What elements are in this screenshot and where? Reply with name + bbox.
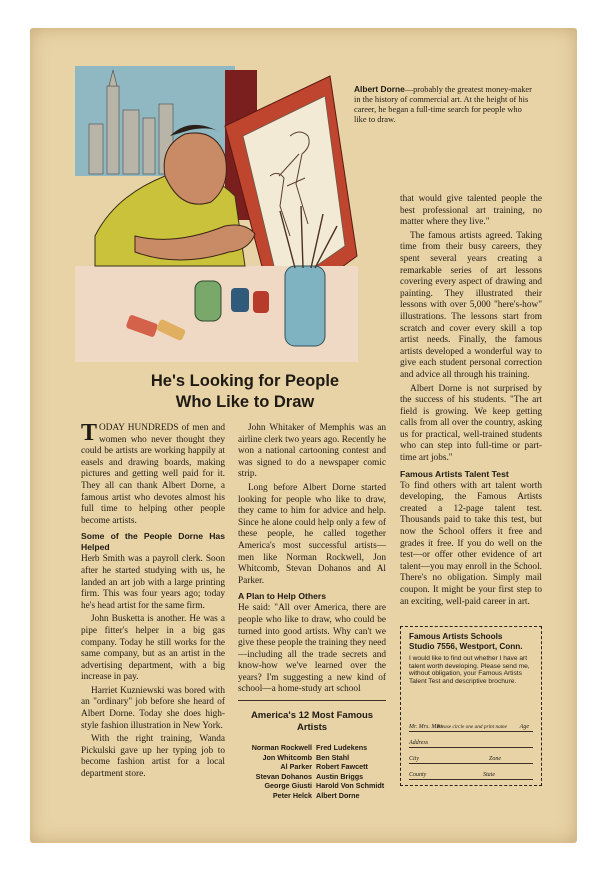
- paragraph: John Busketta is another. He was a pipe fitter's helper in a big gas company. Today he still works for the same company, but as an artist in the advertising department, with a big increase in pay.: [81, 614, 225, 683]
- artist-row: [238, 762, 386, 772]
- paragraph: Long before Albert Dorne started looking for people who like to draw, they came to him for advice and help. Since he alone could help only a few of these people, he called together America's most successful artists—men like Norman Rockwell, Jon Whitcomb, Stevan Dohanos and Al Parker.: [238, 482, 386, 586]
- address-field[interactable]: [409, 739, 533, 748]
- artist-name: Albert Dorne: [316, 790, 360, 800]
- artist-name: Jon Whitcomb: [262, 752, 312, 762]
- photo-caption: [354, 84, 532, 125]
- coupon-title: [409, 632, 541, 652]
- county-state-field[interactable]: [409, 771, 533, 780]
- paragraph: Albert Dorne is not surprised by the success of his students. "The art field is growing. We keep getting calls from all over the country, asking us for practical, well-trained students who can step into full-time or part-time art jobs.": [400, 383, 542, 464]
- address-label: Address: [409, 740, 429, 746]
- artist-name: Austin Briggs: [316, 771, 364, 781]
- artist-name: Peter Helck: [272, 790, 312, 800]
- article-column-2: [238, 423, 386, 698]
- artist-name: George Giusti: [264, 781, 312, 790]
- mail-coupon[interactable]: [400, 626, 542, 786]
- paragraph: John Whitaker of Memphis was an airline clerk two years ago. Recently he won a national cartooning contest and was signed to do a newspaper comic strip.: [238, 423, 386, 480]
- artist-row: [238, 781, 386, 791]
- artist-row: [238, 743, 386, 753]
- name-label: Mr. Mrs. Miss: [409, 724, 443, 730]
- artists-list-title: America's 12 Most Famous Artists: [250, 710, 374, 733]
- city-zone-field[interactable]: [409, 755, 533, 764]
- artist-name: Al Parker: [280, 762, 312, 771]
- zone-label: Zone: [489, 756, 501, 762]
- headline: [75, 371, 415, 413]
- intro-smallcaps: ODAY HUNDREDS: [99, 423, 179, 433]
- subhead-plan: A Plan to Help Others: [238, 591, 327, 602]
- paragraph: Harriet Kuzniewski was bored with an "ordinary" job before she heard of Albert Dorne. Today she does high-style fashion illustration in New York.: [81, 685, 225, 731]
- divider: [238, 700, 386, 701]
- artist-row: [238, 772, 386, 782]
- paragraph: that would give talented people the best professional art training, no matter where they live.": [400, 194, 542, 228]
- intro-text: of men and women who never thought they could be artists are working happily at easels and drawing boards, making pictures and getting well paid for it. They all can thank Albert Dorne, a famous artist who devotes almost his full time to helping other people become artists.: [81, 423, 225, 526]
- subhead-talent-test: Famous Artists Talent Test: [400, 468, 509, 479]
- coupon-school-name: Famous Artists Schools: [409, 632, 503, 641]
- artist-name: Stevan Dohanos: [255, 771, 312, 781]
- county-label: County: [409, 772, 427, 778]
- artist-row: [238, 791, 386, 801]
- artist-name: Norman Rockwell: [251, 743, 312, 752]
- caption-name: Albert Dorne: [354, 84, 405, 94]
- coupon-studio-address: Studio 7556, Westport, Conn.: [409, 642, 523, 651]
- subhead-helped: Some of the People Dorne Has Helped: [81, 531, 225, 553]
- state-label: State: [483, 772, 495, 778]
- drop-cap: T: [81, 420, 98, 446]
- paragraph: Herb Smith was a payroll clerk. Soon after he started studying with us, he landed an art job with a large printing firm. This was four years ago; today he's head artist for the same firm.: [81, 554, 225, 611]
- headline-line-1: He's Looking for People: [150, 372, 340, 390]
- age-label: Age: [519, 724, 529, 730]
- coupon-body: I would like to find out whether I have art talent worth developing. Please send me, without obligation, your Famous Artists Talent Test and descriptive brochure.: [409, 655, 530, 685]
- artists-list: [238, 743, 386, 800]
- article-column-1: [81, 420, 225, 783]
- artist-name: Ben Stahl: [316, 752, 350, 762]
- paragraph: He said: "All over America, there are people who like to draw, who could be turned into good artists. Why can't we give these people the training they need—including all the trade secrets and know-how we've learned over the years? I'm suggesting a new kind of school—a home-study art school: [238, 603, 386, 695]
- artist-row: [238, 753, 386, 763]
- intro-paragraph: [81, 420, 225, 527]
- paragraph: The famous artists agreed. Taking time from their busy careers, they spent several years creating a remarkable series of art lessons covering every aspect of drawing and painting. They illustrated their lessons with over 5,000 "here's-how" illustrations. The lessons start from scratch and cover every skill a top artist needs. Finally, the famous artists developed a wonderful way to give each student personal correction and advice all through his training.: [400, 230, 542, 380]
- paragraph: With the right training, Wanda Pickulski gave up her typing job to become fashion artist for a local department store.: [81, 734, 225, 780]
- artist-name: Robert Fawcett: [316, 762, 368, 771]
- paragraph: To find others with art talent worth developing, the Famous Artists created a 12-page talent test. Thousands paid to take this test, but now the School offers it free and grades it free. If you do well on the test—or offer other evidence of art talent—you may enroll in the School. There's no obligation. Simply mail coupon. It might be your first step to an exciting, well-paid career in art.: [400, 480, 542, 607]
- name-field[interactable]: [409, 723, 533, 732]
- artist-name: Harold Von Schmidt: [316, 781, 385, 790]
- artist-illustration: [75, 66, 358, 362]
- artist-name: Fred Ludekens: [316, 743, 368, 752]
- caption-text: —probably the greatest money-maker in the history of commercial art. At the height of his career, he began a full-time search for people who like to draw.: [354, 85, 532, 124]
- name-hint: Please circle one and print name: [437, 724, 507, 730]
- city-label: City: [409, 756, 419, 762]
- article-column-3: [400, 194, 542, 610]
- headline-line-2: Who Like to Draw: [175, 393, 315, 411]
